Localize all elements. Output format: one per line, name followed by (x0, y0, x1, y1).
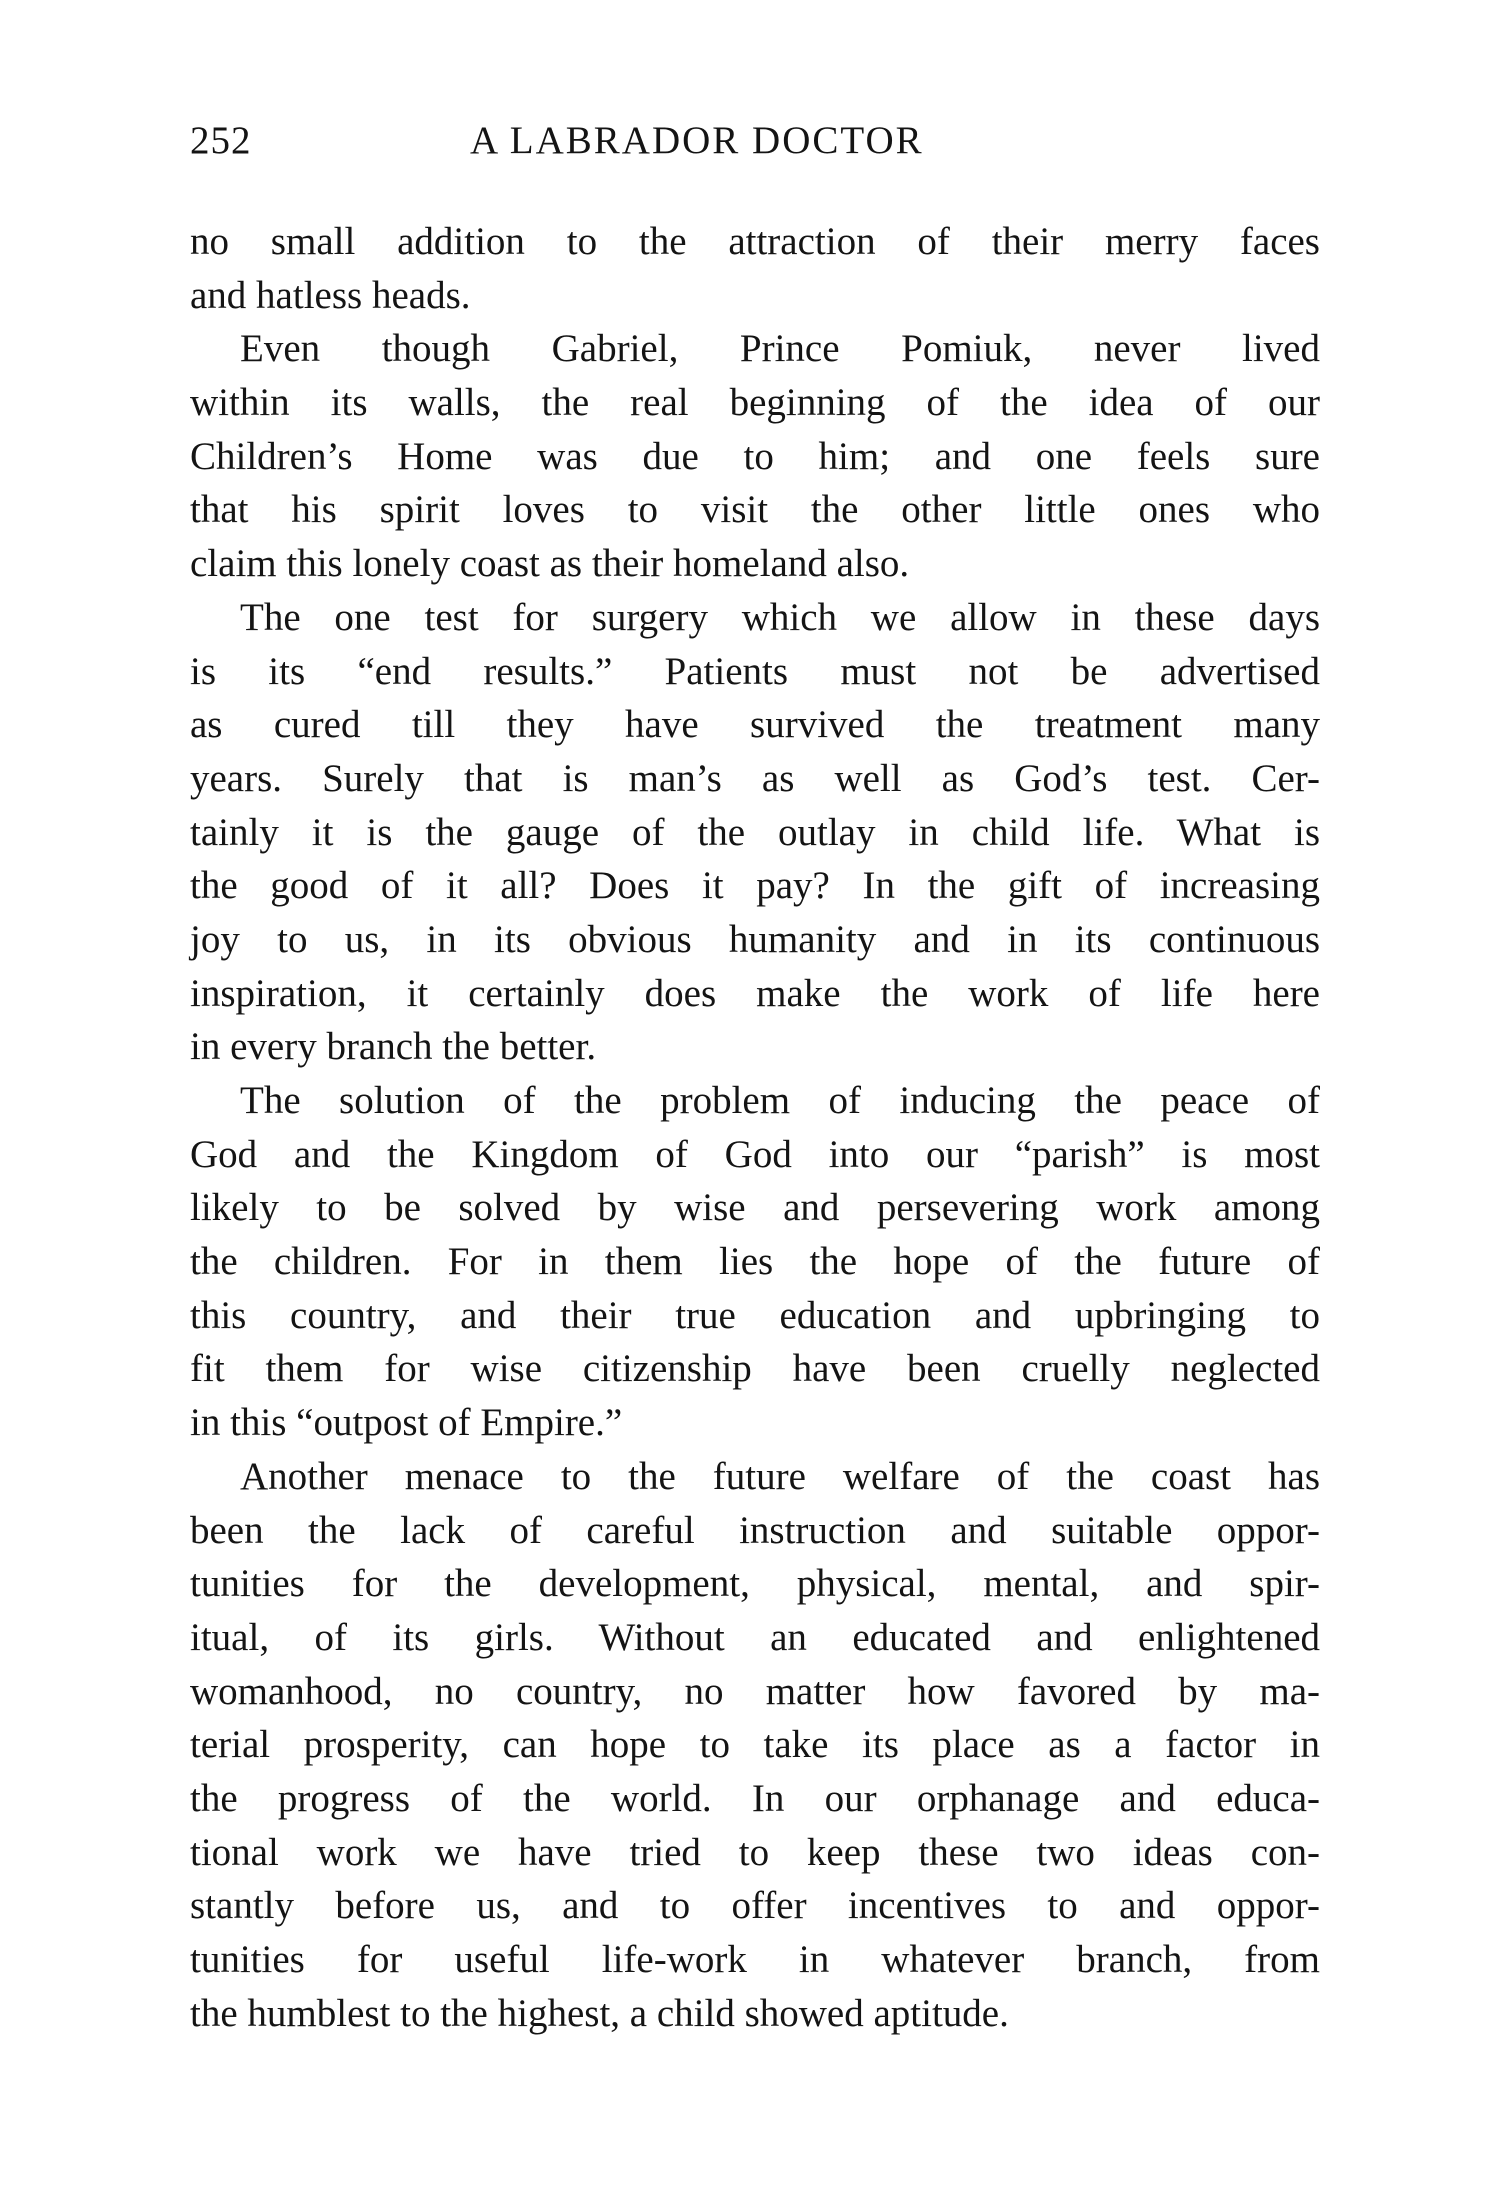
text-line: The one test for surgery which we allow in these days (240, 595, 1320, 639)
text-line: God and the Kingdom of God into our “parish” is most (190, 1132, 1320, 1176)
text-line: been the lack of careful instruction and suitable oppor- (190, 1508, 1320, 1552)
text-line: is its “end results.” Patients must not be advertised (190, 649, 1320, 693)
text-line: the humblest to the highest, a child showed aptitude. (190, 1991, 1009, 2035)
text-line: the children. For in them lies the hope of the future of (190, 1240, 1320, 1284)
text-line: tunities for the development, physical, mental, and spir- (190, 1562, 1320, 1606)
text-line: claim this lonely coast as their homeland also. (190, 542, 910, 586)
body-text (190, 215, 1320, 2040)
text-line: fit them for wise citizenship have been cruelly neglected (190, 1347, 1320, 1391)
text-line: no small addition to the attraction of their merry faces (190, 220, 1320, 263)
page-header (190, 118, 1320, 178)
text-line: tional work we have tried to keep these two ideas con- (190, 1830, 1320, 1874)
text-line: tainly it is the gauge of the outlay in child life. What is (190, 810, 1320, 854)
text-line: and hatless heads. (190, 273, 471, 317)
page-number: 252 (190, 119, 252, 162)
text-line: likely to be solved by wise and persevering work among (190, 1186, 1320, 1230)
text-line: the progress of the world. In our orphanage and educa- (190, 1776, 1320, 1820)
running-title: A LABRADOR DOCTOR (470, 119, 924, 162)
text-line: the good of it all? Does it pay? In the gift of increasing (190, 864, 1320, 908)
text-line: stantly before us, and to offer incentives to and oppor- (190, 1884, 1320, 1928)
text-line: this country, and their true education and upbringing to (190, 1293, 1320, 1337)
text-line: within its walls, the real beginning of the idea of our (190, 381, 1320, 425)
text-line: in every branch the better. (190, 1025, 597, 1069)
text-line: terial prosperity, can hope to take its place as a factor in (190, 1723, 1320, 1767)
text-line: Children’s Home was due to him; and one feels sure (190, 434, 1320, 478)
text-line: Even though Gabriel, Prince Pomiuk, never lived (240, 327, 1320, 371)
text-line: womanhood, no country, no matter how favored by ma- (190, 1669, 1320, 1713)
text-line: in this “outpost of Empire.” (190, 1401, 623, 1445)
text-line: inspiration, it certainly does make the work of life here (190, 971, 1320, 1015)
text-line: joy to us, in its obvious humanity and in its continuous (190, 917, 1320, 961)
text-line: that his spirit loves to visit the other little ones who (190, 488, 1320, 532)
text-line: Another menace to the future welfare of the coast has (240, 1454, 1320, 1498)
text-line: years. Surely that is man’s as well as God’s test. Cer- (190, 756, 1320, 800)
text-line: itual, of its girls. Without an educated and enlightened (190, 1615, 1320, 1659)
text-line: tunities for useful life-work in whatever branch, from (190, 1938, 1320, 1981)
text-line: The solution of the problem of inducing the peace of (240, 1079, 1320, 1122)
text-line: as cured till they have survived the treatment many (190, 703, 1320, 747)
